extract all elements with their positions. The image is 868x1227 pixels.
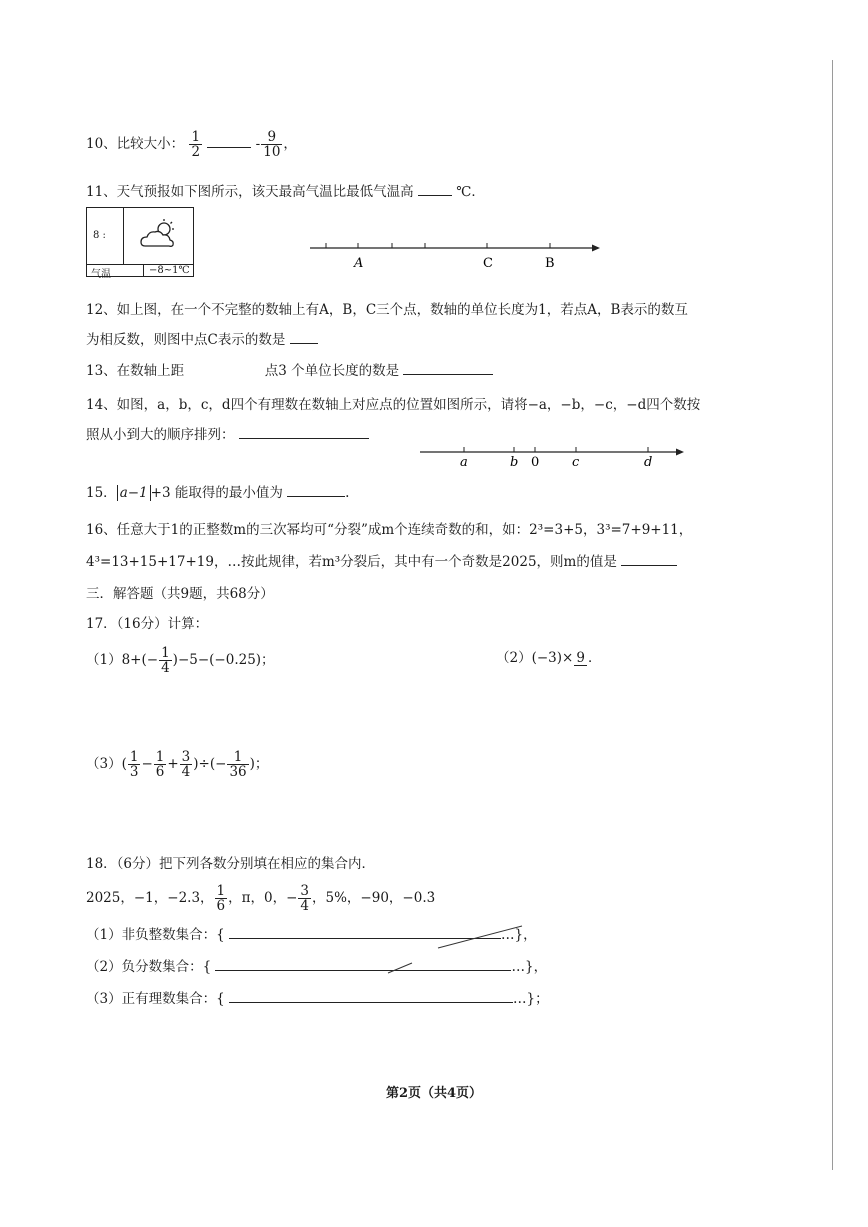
question-11: 11、天气预报如下图所示，该天最高气温比最低气温高 ℃． [86,184,485,200]
q11-answer-blank[interactable] [418,195,452,196]
question-13: 13、在数轴上距 点3 个单位长度的数是 [86,359,493,379]
q10-answer-blank[interactable] [207,147,251,148]
scan-edge-line [832,60,833,1170]
axis14-label-d: d [644,455,653,470]
question-18-title: 18．（6分）把下列各数分别填在相应的集合内． [86,856,376,872]
question-14-line2: 照从小到大的顺序排列： [86,423,369,443]
axis14-label-a: a [460,455,468,470]
question-10: 10、比较大小： $\frac{1}{2}$ - $\frac{9}{10}$ ， [86,129,297,161]
q17-part-2: （2）(−3)× 9 ． [496,649,602,666]
q12-answer-blank[interactable] [290,343,318,344]
question-12-line1: 12、如上图，在一个不完整的数轴上有A，B，C三个点，数轴的单位长度为1，若点A，B表示的数互 [86,302,688,318]
q10-right-fraction: $\frac{9}{10}$ [263,129,281,161]
axis14-label-c: c [572,455,580,470]
q10-right-sign: - [255,136,261,153]
q18-number-list: 2025，−1，−2.3， $\frac{1}{6}$ ，π，0，− $\frac{3}{4}$ ，5%，−90，−0.3̇ [86,883,436,915]
q18-set-2: （2）负分数集合：{ …}， [86,959,548,975]
q13-answer-blank[interactable] [403,374,493,375]
q10-left-fraction: $\frac{1}{2}$ [191,129,201,161]
q17-part-1: （1）8+(− $\frac{1}{4}$ )−5−(−0.25)； [86,645,275,677]
question-16-line1: 16、任意大于1的正整数m的三次幂均可“分裂”成m个连续奇数的和，如：2³=3+5，3³=7+9+11， [86,522,693,538]
q18-set-3: （3）正有理数集合：{ …}； [86,991,549,1007]
weather-label: 气温 [91,269,111,280]
pen-mark-set1 [436,922,526,952]
weather-date: 8 : [93,230,106,241]
number-line-q12 [310,238,610,274]
axis14-label-zero: 0 [531,455,540,470]
question-14-line1: 14、如图，a，b，c，d四个有理数在数轴上对应点的位置如图所示，请将−a，−b，−c，−d四个数按 [86,397,701,413]
axis14-label-b: b [510,455,519,470]
q18-set-1: （1）非负整数集合：{ …}， [86,927,537,943]
axis12-label-b: B [545,256,555,271]
set3-answer-blank[interactable] [229,1002,513,1003]
q17-part-3: （3）( $\frac{1}{3}$ − $\frac{1}{6}$ + $\frac{3}{4}$ )÷(− $\frac{1}{36}$ )； [86,749,269,781]
question-17-title: 17．（16分）计算： [86,616,209,632]
cloud-sun-icon [139,218,179,252]
number-line-q14 [420,444,690,474]
q10-prefix: 10、比较大小： [86,136,185,153]
question-16-line2: 4³=13+15+17+19，…按此规律，若m³分裂后，其中有一个奇数是2025，则m的值是 [86,550,677,570]
weather-forecast-box [86,207,194,280]
axis12-label-c: C [483,256,493,271]
question-15: 15． a−1 +3 能取得的最小值为 . [86,485,350,501]
section-3-title: 三．解答题（共9题，共68分） [86,586,274,602]
set2-answer-blank[interactable] [215,970,511,971]
q16-answer-blank[interactable] [621,565,677,566]
q15-absolute-value: a−1 [117,485,151,501]
axis12-label-a: A [354,256,364,271]
question-12-line2: 为相反数，则图中点C表示的数是 [86,328,318,348]
q14-answer-blank[interactable] [239,438,369,439]
pen-mark-set2 [386,960,416,976]
weather-temperature-range: −8~1℃ [149,265,190,276]
q15-answer-blank[interactable] [287,496,345,497]
page-footer: 第2页（共4页） [385,1086,483,1101]
